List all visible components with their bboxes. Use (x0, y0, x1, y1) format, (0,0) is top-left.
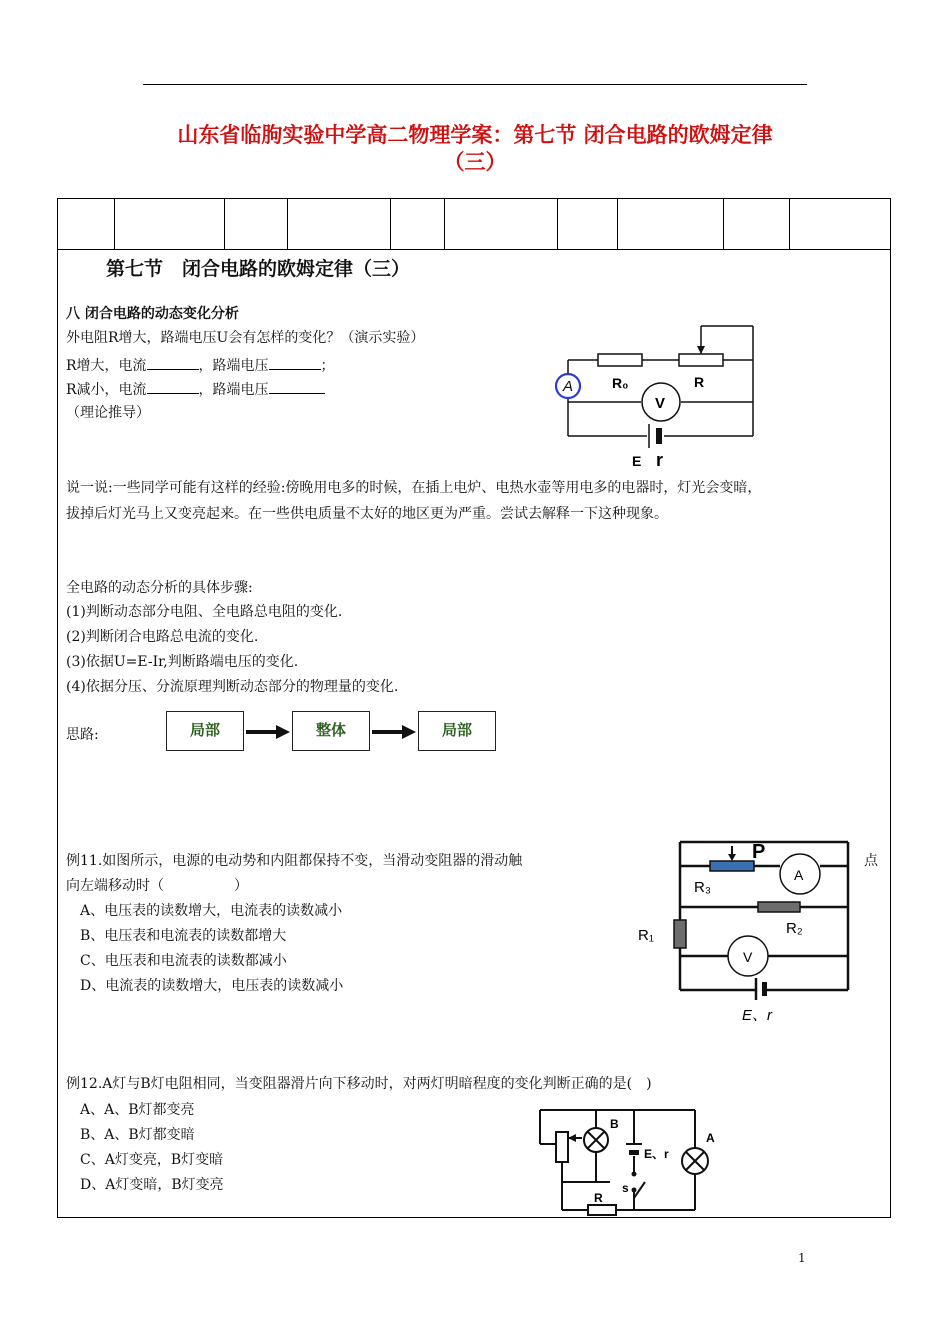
cell-divider (617, 198, 618, 249)
page-number: 1 (798, 1251, 806, 1265)
text: R减小，电流 (66, 382, 147, 398)
circuit-diagram-3 (530, 1098, 730, 1220)
answer-blank[interactable] (147, 379, 199, 394)
circuit-diagram-1 (548, 318, 768, 474)
flow-box-part-2: 局部 (418, 711, 496, 751)
slider-arrow-icon (728, 854, 736, 861)
text: ； (320, 358, 335, 374)
flow-label: 思路: (66, 727, 99, 743)
section-heading: 第七节 闭合电路的欧姆定律（三） (106, 258, 411, 280)
step-1: (1)判断动态部分电阻、全电路总电阻的变化. (66, 604, 343, 620)
question-line: 外电阻R增大，路端电压U会有怎样的变化？（演示实验） (66, 330, 425, 346)
ammeter-label: A (563, 378, 574, 395)
talk-line1: 说一说:一些同学可能有这样的经验:傍晚用电多的时候，在插上电炉、电热水壶等用电多的电器时，灯光会变暗， (66, 480, 762, 496)
ex11-option-d[interactable]: D、电流表的读数增大，电压表的读数减小 (80, 978, 344, 994)
arrow-right-icon (370, 722, 418, 742)
emf-label: E、r (742, 1007, 773, 1024)
slider-arrow-icon (697, 346, 705, 354)
fill-line-increase (66, 355, 335, 375)
r3-label: R₃ (694, 879, 711, 896)
step-3: (3)依据U=E-Ir,判断路端电压的变化. (66, 654, 299, 670)
cell-divider (557, 198, 558, 249)
talk-line2: 拔掉后灯光马上又变亮起来。在一些供电质量不太好的地区更为严重。尝试去解释一下这种现象。 (66, 506, 668, 522)
p-label: P (752, 841, 766, 863)
ammeter-label: A (794, 867, 804, 883)
switch-label: s (622, 1181, 629, 1195)
lamp-b-icon (584, 1128, 608, 1152)
cell-divider (723, 198, 724, 249)
lamp-b-label: B (610, 1117, 619, 1131)
ex12-option-a[interactable]: A、A、B灯都变亮 (80, 1102, 195, 1118)
ex11-option-a[interactable]: A、电压表的读数增大，电流表的读数减小 (80, 903, 343, 919)
theory-note: （理论推导） (66, 405, 150, 421)
voltmeter-label: V (743, 949, 753, 965)
lamp-a-label: A (706, 1131, 715, 1145)
cell-divider (444, 198, 445, 249)
ex12-option-b[interactable]: B、A、B灯都变暗 (80, 1127, 195, 1143)
ex11-stem-tail: 点 (864, 853, 878, 869)
ex11-option-c[interactable]: C、电压表和电流表的读数都减小 (80, 953, 287, 969)
lamp-a-icon (682, 1148, 708, 1174)
emf-label: E (632, 453, 642, 469)
fill-line-decrease (66, 379, 325, 399)
ex12-option-c[interactable]: C、A灯变亮，B灯变暗 (80, 1152, 224, 1168)
ex11-option-b[interactable]: B、电压表和电流表的读数都增大 (80, 928, 287, 944)
top-rule (143, 84, 807, 85)
ex12-option-d[interactable]: D、A灯变暗，B灯变亮 (80, 1177, 224, 1193)
steps-heading: 全电路的动态分析的具体步骤: (66, 580, 253, 596)
internal-r-label: r (656, 450, 664, 470)
cell-divider (390, 198, 391, 249)
r2-label: R₂ (786, 920, 803, 937)
cell-divider (114, 198, 115, 249)
r1-label: R₁ (638, 927, 654, 944)
flow-box-part: 局部 (166, 711, 244, 751)
flow-box-whole: 整体 (292, 711, 370, 751)
doc-title-line1: 山东省临朐实验中学高二物理学案：第七节 闭合电路的欧姆定律 (177, 122, 773, 147)
cell-divider (224, 198, 225, 249)
answer-blank[interactable] (147, 355, 199, 370)
step-2: (2)判断闭合电路总电流的变化. (66, 629, 259, 645)
answer-blank[interactable] (269, 379, 325, 394)
ex12-stem: 例12.A灯与B灯电阻相同，当变阻器滑片向下移动时，对两灯明暗程度的变化判断正确的是( ) (66, 1076, 652, 1092)
ex11-stem-line1: 例11.如图所示，电源的电动势和内阻都保持不变，当滑动变阻器的滑动触 (66, 853, 523, 869)
cell-divider (287, 198, 288, 249)
ex11-stem-line2: 向左端移动时（ ） (66, 878, 248, 894)
voltmeter-label: V (655, 395, 666, 412)
text: ，路端电压 (198, 358, 269, 374)
step-4: (4)依据分压、分流原理判断动态部分的物理量的变化. (66, 679, 399, 695)
answer-blank[interactable] (269, 355, 321, 370)
text: ，路端电压 (198, 382, 269, 398)
cell-divider (789, 198, 790, 249)
arrow-right-icon (244, 722, 292, 742)
doc-title-line2: （三） (443, 149, 507, 174)
header-cell-row (57, 198, 891, 250)
text: R增大，电流 (66, 358, 147, 374)
sub-heading: 八 闭合电路的动态变化分析 (66, 306, 239, 322)
emf-label: E、r (644, 1147, 669, 1161)
r-label: R (694, 374, 705, 390)
slider-arrow-icon (568, 1134, 576, 1142)
resistor-label: R (594, 1191, 603, 1205)
r0-label: R₀ (612, 375, 629, 391)
circuit-diagram-2 (630, 832, 860, 1028)
